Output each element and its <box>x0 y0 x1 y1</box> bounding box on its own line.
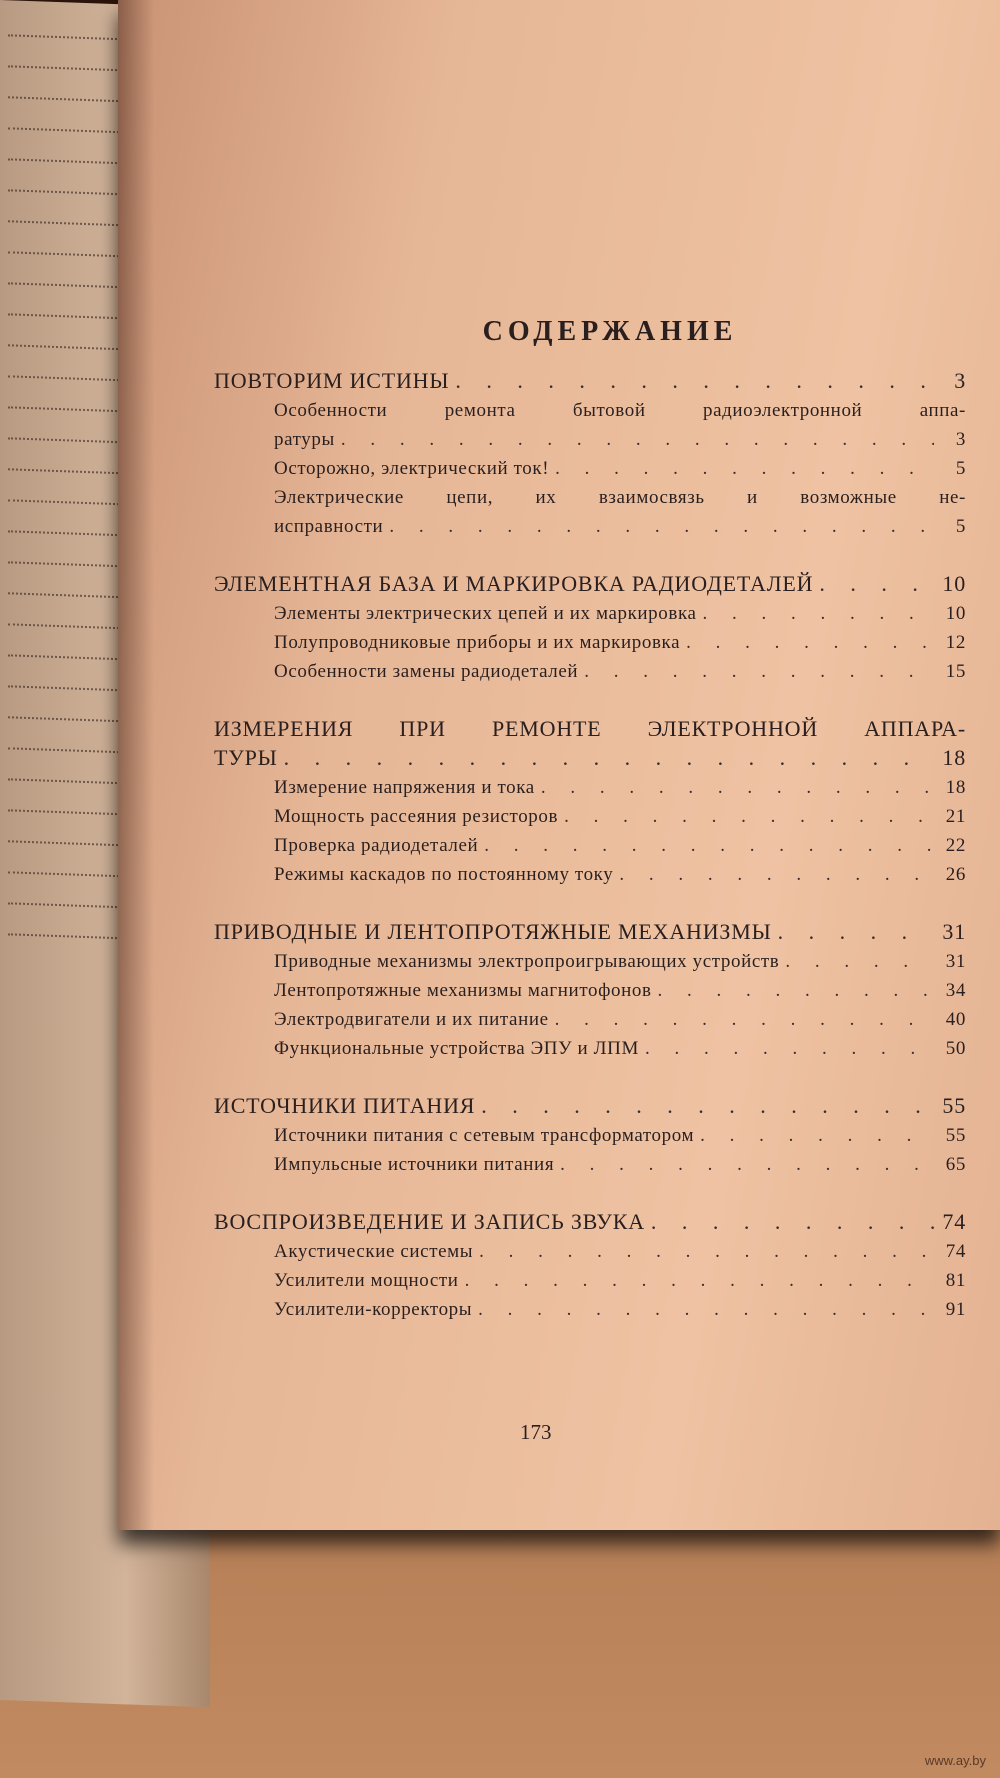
toc-entry-title: Акустические системы <box>274 1241 474 1262</box>
toc-entry-row[interactable] <box>214 947 966 976</box>
dot-leader <box>481 1091 934 1121</box>
toc-entry-row[interactable] <box>214 657 966 686</box>
toc-page-number: 91 <box>945 1299 966 1320</box>
toc-page-number: 26 <box>945 864 966 885</box>
toc-entry-title: Элементы электрических цепей и их маркировка <box>274 603 697 624</box>
toc-entry-title: Режимы каскадов по постоянному току <box>274 864 614 885</box>
toc-entry-row[interactable] <box>214 599 966 628</box>
dot-leader <box>564 802 934 831</box>
toc-section <box>214 714 966 889</box>
page-number: 173 <box>520 1420 552 1444</box>
toc-page-number: 3 <box>955 429 966 450</box>
toc-entry-row[interactable] <box>214 454 966 483</box>
toc-section-row[interactable] <box>214 1091 966 1121</box>
dot-leader <box>785 947 934 976</box>
dot-leader <box>703 599 934 628</box>
toc-entry-row[interactable] <box>214 802 966 831</box>
dot-leader <box>455 366 934 396</box>
dot-leader <box>645 1034 934 1063</box>
toc-entry-row[interactable] <box>214 1237 966 1266</box>
toc-page-number: 5 <box>955 516 966 537</box>
toc-page-number: 81 <box>945 1270 966 1291</box>
toc-section-title: ЭЛЕМЕНТНАЯ БАЗА И МАРКИРОВКА РАДИОДЕТАЛЕЙ <box>214 571 814 596</box>
toc-section <box>214 917 966 1063</box>
dot-leader <box>778 917 934 947</box>
facing-page-text-line <box>8 578 134 598</box>
toc-page-number: 34 <box>945 980 966 1001</box>
toc-page-number: 40 <box>945 1009 966 1030</box>
toc-entry-title: исправности <box>274 516 384 537</box>
toc-entry-title: Полупроводниковые приборы и их маркировка <box>274 632 681 653</box>
dot-leader <box>651 1207 934 1237</box>
toc-page-number: 74 <box>945 1241 966 1262</box>
toc-entry-title: Проверка радиодеталей <box>274 835 479 856</box>
dot-leader <box>560 1150 934 1179</box>
toc-page-number: 21 <box>945 806 966 827</box>
toc-entry-row[interactable] <box>214 425 966 454</box>
toc-section-row[interactable] <box>214 743 966 773</box>
toc-section-row[interactable] <box>214 1207 966 1237</box>
table-of-contents <box>214 316 966 1352</box>
toc-page-number: 22 <box>945 835 966 856</box>
toc-entry-row[interactable] <box>214 512 966 541</box>
dot-leader <box>619 860 934 889</box>
dot-leader <box>819 569 934 599</box>
toc-entry-title: Особенности замены радиодеталей <box>274 661 579 682</box>
toc-page-number: 65 <box>945 1154 966 1175</box>
toc-entry-title: Приводные механизмы электропроигрывающих устройств <box>274 951 780 972</box>
dot-leader <box>686 628 934 657</box>
toc-page-number: 10 <box>945 603 966 624</box>
dot-leader <box>389 512 934 541</box>
dot-leader <box>555 1005 934 1034</box>
toc-entry-title: Импульсные источники питания <box>274 1154 555 1175</box>
dot-leader <box>465 1266 934 1295</box>
toc-entry-row[interactable] <box>214 1266 966 1295</box>
toc-entry-row[interactable] <box>214 1034 966 1063</box>
toc-title: СОДЕРЖАНИЕ <box>482 316 738 347</box>
toc-page-number: 3 <box>954 368 966 393</box>
toc-entry-title: Усилители-корректоры <box>274 1299 473 1320</box>
toc-page-number: 31 <box>945 951 966 972</box>
toc-page-number: 10 <box>942 571 966 596</box>
toc-section-row[interactable] <box>214 366 966 396</box>
toc-section <box>214 569 966 686</box>
dot-leader <box>478 1295 934 1324</box>
toc-section-row[interactable] <box>214 917 966 947</box>
toc-entry-title: Функциональные устройства ЭПУ и ЛПМ <box>274 1038 639 1059</box>
toc-entry-title: Мощность рассеяния резисторов <box>274 806 559 827</box>
toc-entry-row[interactable] <box>214 628 966 657</box>
toc-entry-title: Электродвигатели и их питание <box>274 1009 549 1030</box>
watermark-text: www.ay.by <box>924 1753 986 1768</box>
toc-page-number: 31 <box>942 919 966 944</box>
toc-entry-title: Источники питания с сетевым трансформатором <box>274 1125 695 1146</box>
dot-leader <box>584 657 934 686</box>
toc-section-row[interactable] <box>214 569 966 599</box>
page-gutter-shadow <box>118 0 154 1530</box>
toc-page-number: 55 <box>942 1093 966 1118</box>
toc-entry-row[interactable] <box>214 1150 966 1179</box>
toc-entry-row[interactable] <box>214 976 966 1005</box>
toc-entry-row[interactable] <box>214 1005 966 1034</box>
dot-leader <box>555 454 934 483</box>
dot-leader <box>284 743 934 773</box>
toc-page-number: 18 <box>942 745 966 770</box>
toc-section-title-line: ИЗМЕРЕНИЯ ПРИ РЕМОНТЕ ЭЛЕКТРОННОЙ АППАРА- <box>214 716 966 741</box>
toc-section-title: ТУРЫ <box>214 745 278 770</box>
facing-page-text-line <box>8 826 130 846</box>
dot-leader <box>541 773 934 802</box>
toc-section-title: ВОСПРОИЗВЕДЕНИЕ И ЗАПИСЬ ЗВУКА <box>214 1209 645 1234</box>
toc-entry-title: Измерение напряжения и тока <box>274 777 535 798</box>
dot-leader <box>700 1121 934 1150</box>
toc-sections <box>214 366 966 1324</box>
toc-section <box>214 1207 966 1324</box>
toc-section <box>214 366 966 541</box>
toc-section-title: ПОВТОРИМ ИСТИНЫ <box>214 368 450 393</box>
toc-entry-title: ратуры <box>274 429 335 450</box>
toc-entry-row[interactable] <box>214 773 966 802</box>
facing-page-text-line <box>8 20 128 40</box>
toc-entry-row[interactable] <box>214 1295 966 1324</box>
facing-page-text-line <box>8 175 133 195</box>
toc-entry-row[interactable] <box>214 860 966 889</box>
dot-leader <box>341 425 934 454</box>
toc-section-title: ИСТОЧНИКИ ПИТАНИЯ <box>214 1093 476 1118</box>
toc-section <box>214 1091 966 1179</box>
toc-page-number: 5 <box>955 458 966 479</box>
toc-entry-title: Осторожно, электрический ток! <box>274 458 550 479</box>
toc-entry-line: Особенности ремонта бытовой радиоэлектронной аппа- <box>274 400 966 421</box>
toc-entry-row[interactable] <box>214 1121 966 1150</box>
toc-page-number: 15 <box>945 661 966 682</box>
toc-section-title: ПРИВОДНЫЕ И ЛЕНТОПРОТЯЖНЫЕ МЕХАНИЗМЫ <box>214 919 772 944</box>
dot-leader <box>479 1237 934 1266</box>
toc-page-number: 18 <box>945 777 966 798</box>
toc-page-number: 74 <box>942 1209 966 1234</box>
facing-page-text-line <box>8 423 129 443</box>
toc-page-number: 50 <box>945 1038 966 1059</box>
toc-entry-title: Лентопротяжные механизмы магнитофонов <box>274 980 652 1001</box>
dot-leader <box>658 976 934 1005</box>
toc-page-number: 55 <box>945 1125 966 1146</box>
toc-page-number: 12 <box>945 632 966 653</box>
toc-entry-line: Электрические цепи, их взаимосвязь и возможные не- <box>274 487 966 508</box>
dot-leader <box>484 831 934 860</box>
toc-entry-title: Усилители мощности <box>274 1270 459 1291</box>
toc-entry-row[interactable] <box>214 831 966 860</box>
